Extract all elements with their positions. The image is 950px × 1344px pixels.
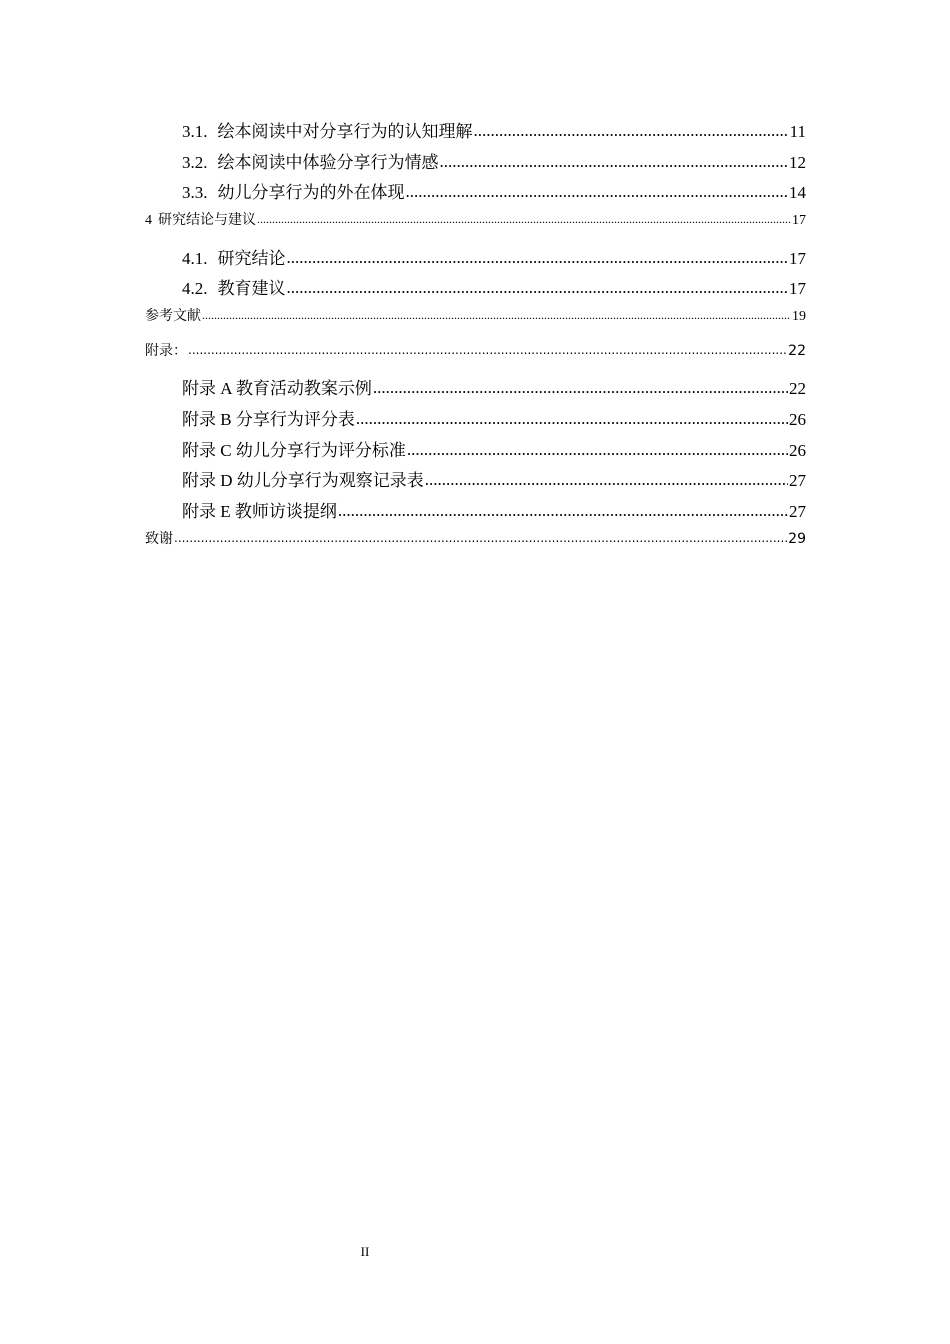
dot-leader: [202, 308, 791, 324]
toc-entry-label: 幼儿分享行为的外在体现: [217, 183, 405, 202]
toc-entry-appendix[interactable]: [145, 340, 806, 364]
toc-entry-3-3[interactable]: [182, 178, 806, 202]
toc-entry-3-2[interactable]: [182, 148, 806, 172]
toc-entry-page: 17: [792, 213, 806, 228]
toc-entry-page: 12: [789, 153, 806, 172]
dot-leader: [373, 378, 788, 398]
toc-entry-page: 26: [789, 441, 806, 460]
toc-entry-number: 3.1.: [182, 122, 208, 141]
toc-entry-references[interactable]: [145, 305, 806, 329]
toc-entry-page: 17: [789, 249, 806, 268]
dot-leader: [287, 248, 789, 268]
toc-entry-label: 研究结论与建议: [158, 213, 256, 228]
dot-leader: [425, 470, 788, 490]
dot-leader: [407, 440, 788, 460]
toc-entry-appendix-c[interactable]: [182, 436, 806, 460]
toc-entry-acknowledgements[interactable]: [145, 528, 806, 552]
toc-entry-label: 教育建议: [217, 279, 286, 298]
toc-entry-number: 4.1.: [182, 249, 208, 268]
toc-entry-number: 3.3.: [182, 183, 208, 202]
toc-entry-label: 参考文献: [145, 309, 201, 324]
dot-leader: [257, 212, 791, 228]
toc-entry-page: 22: [789, 379, 806, 398]
dot-leader: [440, 152, 789, 172]
toc-entry-label: 附录：: [145, 343, 187, 359]
toc-entry-page: 27: [789, 471, 806, 490]
toc-entry-label: 附录 A 教育活动教案示例: [182, 379, 372, 398]
toc-entry-appendix-d[interactable]: [182, 466, 806, 490]
toc-entry-page: 27: [789, 502, 806, 521]
toc-entry-label: 附录 E 教师访谈提纲: [182, 502, 337, 521]
dot-leader: [287, 278, 789, 298]
toc-entry-appendix-e[interactable]: [182, 497, 806, 521]
toc-entry-label: 致谢: [145, 531, 173, 547]
toc-entry-appendix-b[interactable]: [182, 405, 806, 429]
toc-entry-page: 29: [788, 531, 806, 547]
dot-leader: [338, 501, 788, 521]
toc-entry-4-2[interactable]: [182, 274, 806, 298]
dot-leader: [174, 530, 787, 546]
toc-entry-appendix-a[interactable]: [182, 374, 806, 398]
dot-leader: [188, 342, 787, 358]
toc-entry-label: 附录 B 分享行为评分表: [182, 410, 355, 429]
toc-entry-page: 26: [789, 410, 806, 429]
toc-entry-4[interactable]: [145, 209, 806, 233]
dot-leader: [406, 182, 789, 202]
toc-entry-label: 绘本阅读中对分享行为的认知理解: [217, 122, 473, 141]
toc-entry-label: 研究结论: [217, 249, 286, 268]
toc-entry-number: 3.2.: [182, 153, 208, 172]
toc-entry-4-1[interactable]: [182, 244, 806, 268]
page-number: II: [360, 1244, 370, 1259]
dot-leader: [474, 121, 789, 141]
toc-entry-3-1[interactable]: [182, 117, 806, 141]
toc-entry-label: 绘本阅读中体验分享行为情感: [217, 153, 439, 172]
toc-entry-page: 11: [789, 122, 806, 141]
toc-entry-page: 17: [789, 279, 806, 298]
toc-entry-page: 19: [792, 309, 806, 324]
toc-entry-number: 4: [145, 213, 152, 228]
toc-entry-label: 附录 D 幼儿分享行为观察记录表: [182, 471, 424, 490]
toc-entry-page: 14: [789, 183, 806, 202]
toc-entry-number: 4.2.: [182, 279, 208, 298]
dot-leader: [356, 409, 788, 429]
toc-entry-page: 22: [788, 343, 806, 359]
toc-entry-label: 附录 C 幼儿分享行为评分标准: [182, 441, 406, 460]
